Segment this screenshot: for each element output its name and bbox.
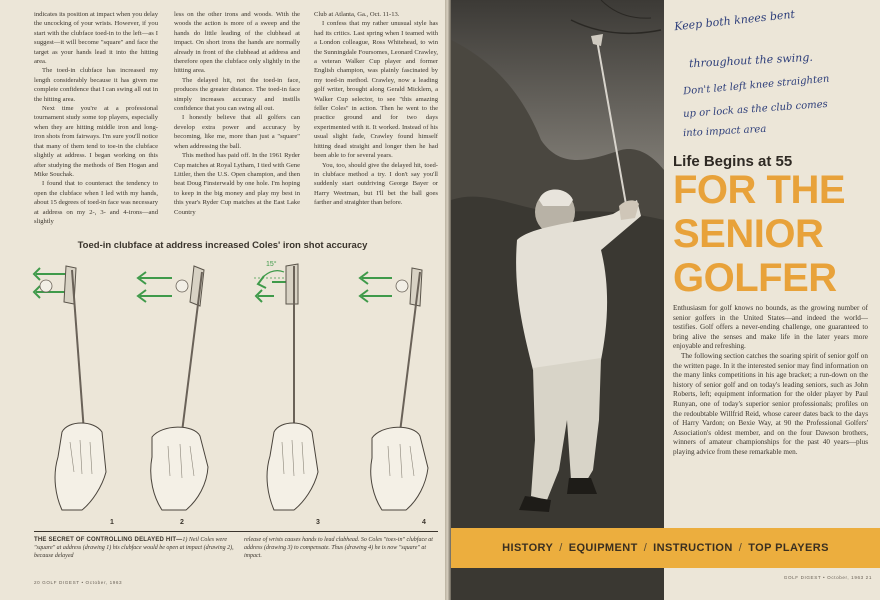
drawing-3 <box>254 260 320 526</box>
headline-line: FOR THE <box>673 168 846 212</box>
handwritten-note-line: Keep both knees bent <box>673 7 796 34</box>
article-intro <box>673 304 868 458</box>
golf-ball-icon <box>40 280 52 292</box>
paragraph: The following section catches the soaring spirit of senior golf on the written page. In it the interested senior may find information on the many links competitions in his age bracket; a run-down on the history of senior golf and on today's leading seniors, such as John Roberts, left; equipment information for the older player by Paul Runyan, one of today's superior senior professionals; profiles on the redoubtable Willfrid Reid, whose career dates back to the days of Harry Vardon; on Bexie Way, at 90 the Professional Golfers' Association's oldest member, and on the four Dawson brothers, winners of amateur championships for the past 40 years—plus playing advice from these remarkable men. <box>673 351 868 456</box>
handwritten-note-line: Don't let left knee straighten <box>682 73 830 98</box>
drawing-number: 2 <box>180 519 184 526</box>
paragraph: less on the other irons and woods. With the woods the action is more of a sweep and the hands do little leading of the clubhead at impact. On short irons the hands are normally already in front of the clubhead at address and therefore open the clubface only slightly in the hitting area. <box>174 11 300 75</box>
banner-separator: / <box>643 542 648 554</box>
figure-caption-part-2: release of wrists causes hands to lead clubhead. So Coles "toes-in" clubface at address (drawing 3) to compensate. Thus (drawing 4) he is now "square" at impact. <box>244 537 433 559</box>
section-banner <box>451 528 880 568</box>
hands-icon <box>267 423 318 510</box>
banner-item: INSTRUCTION <box>653 542 733 554</box>
hands-icon <box>371 427 428 510</box>
handwritten-note-line: throughout the swing. <box>688 50 814 71</box>
banner-separator: / <box>738 542 743 554</box>
paragraph: I confess that my rather unusual style has had its critics. Last spring when I teamed with a London colleague, Ross Whitehead, to win the Sunningdale Foursomes, Leonard Crawley, a veteran Walker Cup player and former English champion, was plainly fascinated by my toed-in method. Crawley, now a leading golf writer, brought along Gerald Micklem, a Walker Cup selector, to see "this amazing feller Coles" in action. Then he went to the practice ground and for two days experimented with it. It worked. Instead of his usual slight fade, Crawley found himself hitting dead straight and longer then he had been able to for several years. <box>314 20 438 160</box>
paragraph: You, too, should give the delayed hit, toed-in clubface method a try. I don't say you'll suddenly start outdriving George Bayer or Harry Weetman, but I'll bet the ball goes farther and straighter than before. <box>314 161 438 207</box>
paragraph: The delayed hit, not the toed-in face, produces the greater distance. The toed-in face simply increases accuracy and instills confidence that you can swing all out. <box>174 76 300 113</box>
handwritten-note-line: up or lock as the club comes <box>682 98 829 121</box>
article-headline <box>673 168 873 300</box>
drawing-1 <box>34 266 114 526</box>
drawing-4 <box>360 268 428 526</box>
page-folio-left: 20 GOLF DIGEST • October, 1963 <box>34 580 123 585</box>
clubhead-icon <box>286 264 298 304</box>
caption-text: 1) Neil Coles were "square" at address (drawing 1) his clubface would be open at impact (drawing 2), because delayed <box>34 537 234 559</box>
golfer-photo <box>451 0 664 600</box>
right-page <box>451 0 880 600</box>
article-kicker: Life Begins at 55 <box>673 153 793 170</box>
page-folio-right: GOLF DIGEST • October, 1963 21 <box>783 575 872 580</box>
handwritten-note-line: into impact area <box>682 123 767 140</box>
headline-line: SENIOR <box>673 212 824 256</box>
drawing-number: 4 <box>422 519 426 526</box>
paragraph: This method has paid off. In the 1961 Ryder Cup matches at Royal Lytham, I tied with Gene Littler, then the U.S. Open champion, and then beat Doug Finsterwald by one hole. I'm hoping to keep in the big money and play my best in this year's Ryder Cup matches at the East Lake Country <box>174 152 300 216</box>
hands-icon <box>151 427 208 510</box>
figure-heading: Toed-in clubface at address increased Coles' iron shot accuracy <box>77 240 368 251</box>
drawing-2 <box>138 266 208 526</box>
text-column-2 <box>174 10 300 217</box>
figure-caption-part-1 <box>34 536 234 560</box>
golf-ball-icon <box>176 280 188 292</box>
drawing-number: 3 <box>316 519 320 526</box>
golf-ball-icon <box>396 280 408 292</box>
paragraph: I found that to counteract the tendency to open the clubface when I led with my hands, about 15 degrees of toed-in face was necessary at address on my 2-, 3- and 4-irons—and slightly <box>34 180 158 225</box>
text-column-3 <box>314 10 438 208</box>
paragraph: Enthusiasm for golf knows no bounds, as the growing number of senior golfers in the United States—and indeed the world—testifies. Golf offers a never-ending challenge, one guaranteed to bring alive the senses and make life in the later years more enjoyable and refreshing. <box>673 304 868 351</box>
caption-lead: THE SECRET OF CONTROLLING DELAYED HIT— <box>34 537 183 543</box>
paragraph: Next time you're at a professional tournament study some top players, especially when they are hitting middle iron and long-iron shots from fairways. I'm sure you'll notice that many of them tend to toe-in the clubface slightly at address. I began working on this after studying the methods of Ben Hogan and Mike Souchak. <box>34 105 158 178</box>
paragraph: Club at Atlanta, Ga., Oct. 11-13. <box>314 11 400 18</box>
headline-line: GOLFER <box>673 256 837 300</box>
paragraph: I honestly believe that all golfers can develop extra power and accuracy by becoming, like me, more than just a "square" when addressing the ball. <box>174 114 300 150</box>
angle-label: 15° <box>266 261 277 268</box>
paragraph: indicates its position at impact when you delay the uncocking of your wrists. However, if you start with the clubface toed-in to the left—as I suggest—it will become "square" and face the target as your hands lead it into the hitting area. <box>34 11 158 66</box>
clubface-illustration <box>22 252 440 530</box>
hands-icon <box>55 423 106 510</box>
drawing-number: 1 <box>110 519 114 526</box>
text-column-1 <box>34 10 158 226</box>
banner-item: HISTORY <box>502 542 554 554</box>
banner-item: TOP PLAYERS <box>748 542 829 554</box>
club-shaft <box>72 270 84 432</box>
caption-rule <box>34 531 438 532</box>
banner-separator: / <box>559 542 563 554</box>
paragraph: The toed-in clubface has increased my length considerably because it has given me complete confidence that I can swing all out in the hitting area. <box>34 67 158 103</box>
banner-item: EQUIPMENT <box>568 542 638 554</box>
